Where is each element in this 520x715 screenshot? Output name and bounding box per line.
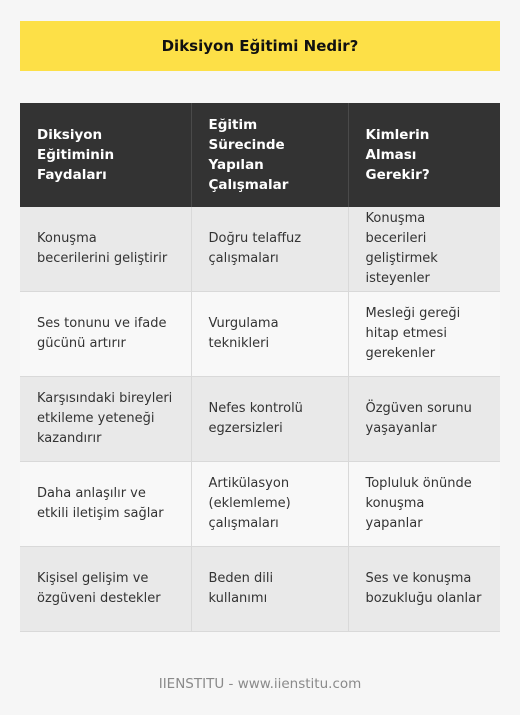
- table-cell: Ses tonunu ve ifade gücünü artırır: [20, 292, 191, 377]
- table-cell: Nefes kontrolü egzersizleri: [191, 377, 348, 462]
- table-header-row: [20, 103, 500, 207]
- table-cell: Doğru telaffuz çalışmaları: [191, 207, 348, 292]
- table-cell: Konuşma becerileri geliştirmek isteyenler: [348, 207, 500, 292]
- footer-credit: IIENSTITU - www.iienstitu.com: [158, 676, 362, 692]
- table-row: [20, 207, 500, 292]
- table-cell: Mesleği gereği hitap etmesi gerekenler: [348, 292, 500, 377]
- table-cell: Konuşma becerilerini geliştirir: [20, 207, 191, 292]
- column-header: Eğitim Sürecinde Yapılan Çalışmalar: [191, 103, 348, 207]
- table-row: [20, 462, 500, 547]
- table-cell: Artikülasyon (eklemleme) çalışmaları: [191, 462, 348, 547]
- benefits-table: [20, 103, 500, 632]
- table-cell: Daha anlaşılır ve etkili iletişim sağlar: [20, 462, 191, 547]
- table-cell: Karşısındaki bireyleri etkileme yeteneği kazandırır: [20, 377, 191, 462]
- table-row: [20, 292, 500, 377]
- table-cell: Topluluk önünde konuşma yapanlar: [348, 462, 500, 547]
- table-cell: Özgüven sorunu yaşayanlar: [348, 377, 500, 462]
- table-cell: Kişisel gelişim ve özgüveni destekler: [20, 547, 191, 632]
- table-cell: Beden dili kullanımı: [191, 547, 348, 632]
- column-header: Kimlerin Alması Gerekir?: [348, 103, 500, 207]
- table-row: [20, 377, 500, 462]
- column-header: Diksiyon Eğitiminin Faydaları: [20, 103, 191, 207]
- table-cell: Ses ve konuşma bozukluğu olanlar: [348, 547, 500, 632]
- table-row: [20, 547, 500, 632]
- table-cell: Vurgulama teknikleri: [191, 292, 348, 377]
- page-title: Diksiyon Eğitimi Nedir?: [20, 21, 500, 71]
